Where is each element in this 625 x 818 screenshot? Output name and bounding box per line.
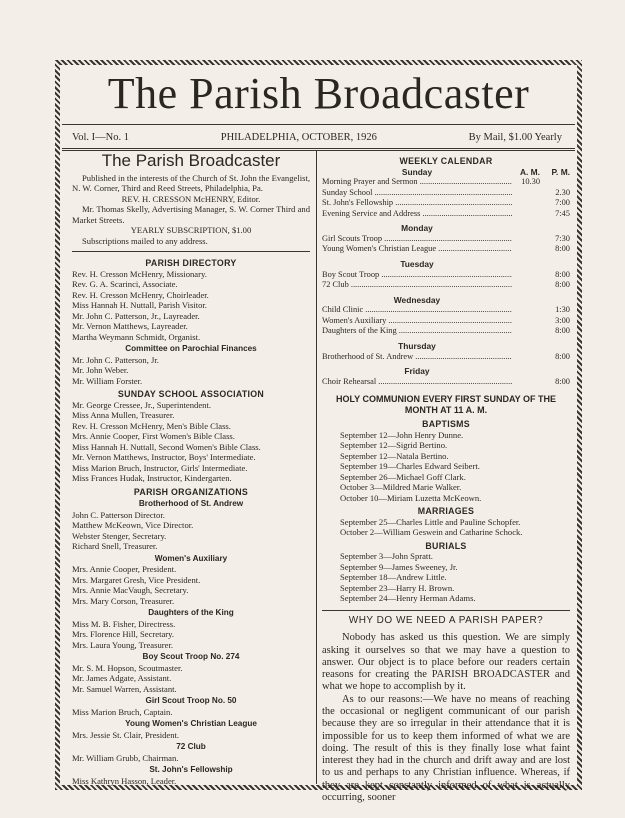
list-item: Rev. H. Cresson McHenry, Missionary. [72,268,207,279]
list-item: Mr. Vernon Matthews, Layreader. [72,321,188,331]
event-pm-time: 3:00 [555,315,570,325]
list-item: Mrs. Laura Young, Treasurer. [72,639,173,650]
calendar-row [322,352,570,363]
pm-header-blank [540,223,570,234]
event-name: Boy Scout Troop ..... [322,270,512,281]
fellowship-list [72,776,310,787]
manager-line: Mr. Thomas Skelly, Advertising Manager, S. W. Corner Third and Market Streets. [72,204,310,225]
left-column [72,150,310,786]
masthead-title: The Parish Broadcaster [107,69,530,118]
list-item: Miss Marion Bruch, Captain. [72,706,173,717]
calendar-row [322,326,570,337]
list-item: Mr. John C. Patterson, Jr., Layreader. [72,310,200,321]
marriages-list [322,517,570,538]
event-pm-time: 1:30 [555,305,570,315]
list-item: Mr. S. M. Hopson, Scoutmaster. [72,662,183,673]
masthead-rule-bottom [62,148,575,149]
list-item: Richard Snell, Treasurer. [72,541,158,551]
list-item: Mr. George Cressee, Jr., Superintendent. [72,399,211,410]
spacer [322,387,570,391]
event-am-time: 10.30 [521,177,540,186]
calendar-day-name: Sunday [401,166,433,177]
list-item: Miss M. B. Fisher, Directress. [72,618,176,629]
event-am-time [512,316,540,327]
event-pm-time: 8:00 [555,376,570,386]
event-am-time [512,234,540,245]
directory-title: PARISH DIRECTORY [145,258,237,268]
event-name: 72 Club ..... [322,280,512,291]
list-item: Mr. Vernon Matthews, Instructor, Boys' Intermediate. [72,452,256,462]
am-header: A. M. [519,166,540,177]
calendar-row [322,377,570,388]
list-item: Martha Weymann Schmidt, Organist. [72,331,201,342]
event-name: Evening Service and Address ..... [322,209,512,220]
editor-line: REV. H. CRESSON McHENRY, Editor. [121,193,261,204]
list-item: Miss Frances Hudak, Instructor, Kindergarten. [72,473,232,483]
event-name: Daughters of the King ..... [322,326,512,337]
pm-header: P. M. [551,166,570,177]
calendar-title: WEEKLY CALENDAR [399,156,493,166]
calendar-row [322,305,570,316]
event-name: Women's Auxiliary ..... [322,316,512,327]
committee-title: Committee on Parochial Finances [125,344,257,353]
am-header-blank [512,295,540,306]
event-pm-time: 7:45 [555,208,570,218]
event-am-time [512,326,540,337]
list-item: Miss Kathryn Hasson, Leader. [72,775,177,786]
am-header-blank [512,259,540,270]
club-list [72,753,310,764]
intro-text: Published in the interests of the Church of St. John the Evangelist, N. W. Corner, Third and Reed Streets, Philadelphia, Pa. [72,172,310,193]
orgs-title: PARISH ORGANIZATIONS [133,486,249,497]
sunday-school-title: SUNDAY SCHOOL ASSOCIATION [117,389,265,399]
calendar-row [322,270,570,281]
calendar-row [322,209,570,220]
pm-header-blank [540,366,570,377]
list-item: October 10—Miriam Luzetta McKeown. [340,492,482,503]
am-header-blank [512,341,540,352]
paragraph-1: Nobody has asked us this question. We are simply asking it ourselves so that we may have a question to answer. Our object is to place before our readers certain reasons for creating the PARISH BROADCASTER and what we hope to accomplish by it. [322,632,570,693]
calendar-row [322,198,570,209]
list-item: October 3—Mildred Marie Walker. [340,482,462,493]
list-item: September 12—Natala Bertino. [340,450,449,461]
event-name: Young Women's Christian League ..... [322,244,512,255]
list-item: September 26—Michael Goff Clark. [340,471,466,482]
why-title: WHY DO WE NEED A PARISH PAPER? [348,614,544,626]
mailed-line: Subscriptions mailed to any address. [82,235,208,246]
ywcl-list [72,730,310,741]
directory-list [72,269,310,343]
marriages-title: MARRIAGES [417,506,475,517]
brotherhood-list [72,510,310,552]
list-item: John C. Patterson Director. [72,509,165,520]
am-header-blank [512,366,540,377]
girl-scout-title: Girl Scout Troop No. 50 [145,696,237,705]
girl-scout-list [72,707,310,718]
communion-notice: HOLY COMMUNION EVERY FIRST SUNDAY OF THE MONTH AT 11 A. M. [335,394,557,416]
calendar-day-name: Monday [401,223,433,234]
event-name: St. John's Fellowship ..... [322,198,512,209]
pm-header-blank [540,295,570,306]
event-name: Morning Prayer and Sermon ..... [322,177,512,188]
boy-scout-title: Boy Scout Troop No. 274 [142,652,240,661]
event-pm-time: 2.30 [555,187,570,197]
list-item: September 12—Sigrid Bertino. [340,440,448,451]
list-item: Miss Hannah H. Nuttall, Parish Visitor. [72,300,207,310]
event-am-time [512,377,540,388]
list-item: Mr. Samuel Warren, Assistant. [72,683,177,694]
calendar-day-header [322,223,570,234]
list-item: September 19—Charles Edward Seibert. [340,461,480,472]
paragraph-2: As to our reasons:—We have no means of reaching the occasional or negligent communicant of our parish because they are so irregular in their attendance that it is impossible for us to keep them informed of what we are doing. The result of this is they finally lose what faint interest they had in the church and drift away and are lost to us and perhaps to any Christian influence. Whereas, if they are kept constantly informed of what is actually occurring, sooner [322,693,570,804]
list-item: Mrs. Florence Hill, Secretary. [72,629,175,639]
event-pm-time [540,177,570,188]
calendar-row [322,234,570,245]
list-item: Mrs. Annie Cooper, First Women's Bible Class. [72,431,235,441]
list-item: Mr. William Grubb, Chairman. [72,752,179,763]
list-item: Mrs. Annie Cooper, President. [72,564,177,574]
event-pm-time: 7:00 [555,198,570,208]
list-item: Mrs. Jessie St. Clair, President. [72,729,180,740]
baptisms-list [322,430,570,504]
list-item: Mr. John Weber. [72,365,129,375]
calendar-row [322,177,570,188]
event-pm-time: 8:00 [555,280,570,290]
event-am-time [512,305,540,316]
subscription-line: YEARLY SUBSCRIPTION, $1.00 [130,225,252,235]
list-item: Rev. H. Cresson McHenry, Choirleader. [72,289,209,300]
calendar-day-name: Tuesday [400,259,434,270]
brotherhood-title: Brotherhood of St. Andrew [138,499,244,508]
calendar-day-header [322,167,570,178]
list-item: Webster Stenger, Secretary. [72,530,167,541]
event-name: Girl Scouts Troop ..... [322,234,512,245]
fellowship-title: St. John's Fellowship [149,765,233,774]
calendar-day-header [322,341,570,352]
volume-number: Vol. I—No. 1 [72,132,129,143]
event-name: Choir Rehearsal ..... [322,377,512,388]
list-item: Rev. H. Cresson McHenry, Men's Bible Class. [72,420,231,431]
calendar-day-name: Thursday [398,341,436,352]
event-pm-time: 8:00 [555,326,570,336]
calendar-day-header [322,295,570,306]
list-item: Mrs. Margaret Gresh, Vice President. [72,574,201,585]
event-pm-time: 8:00 [555,269,570,279]
event-am-time [512,270,540,281]
calendar-row [322,316,570,327]
price: By Mail, $1.00 Yearly [468,132,562,143]
sunday-school-list [72,400,310,484]
masthead-info-row [72,132,562,143]
list-item: Mrs. Mary Corson, Treasurer. [72,595,175,606]
list-item: Miss Anna Mullen, Treasurer. [72,410,175,420]
masthead-rule-top [62,124,575,125]
committee-list [72,355,310,387]
burials-list [322,551,570,604]
list-item: Miss Hannah H. Nuttall, Second Women's Bible Class. [72,441,261,452]
list-item: Matthew McKeown, Vice Director. [72,520,194,530]
event-pm-time: 7:30 [555,233,570,243]
club-title: 72 Club [176,742,206,751]
event-am-time [512,280,540,291]
calendar-day-header [322,259,570,270]
event-am-time [512,352,540,363]
list-item: Rev. G. A. Scarinci, Associate. [72,279,178,289]
list-item: Mrs. Annie MacVaugh, Secretary. [72,585,189,595]
calendar-row [322,188,570,199]
list-item: September 12—John Henry Dunne. [340,429,464,440]
list-item: Mr. John C. Patterson, Jr. [72,354,159,365]
pm-header-blank [540,259,570,270]
event-name: Child Clinic ..... [322,305,512,316]
baptisms-title: BAPTISMS [422,419,470,430]
calendar-day-name: Wednesday [393,294,441,305]
weekly-calendar [322,167,570,392]
left-heading: The Parish Broadcaster [101,151,281,170]
list-item: Miss Marion Bruch, Instructor, Girls' Intermediate. [72,462,248,473]
womens-aux-list [72,564,310,606]
womens-aux-title: Women's Auxiliary [154,553,228,563]
daughters-list [72,619,310,651]
place-date: PHILADELPHIA, OCTOBER, 1926 [220,132,377,143]
burials-title: BURIALS [425,540,467,551]
divider [72,251,310,252]
pm-header-blank [540,341,570,352]
list-item: October 2—William Geswein and Catharine Schock. [340,527,523,538]
event-pm-time: 8:00 [555,244,570,254]
list-item: September 25—Charles Little and Pauline Schopfer. [340,516,521,527]
event-am-time [512,188,540,199]
calendar-row [322,244,570,255]
calendar-row [322,280,570,291]
calendar-day-name: Friday [404,366,430,377]
list-item: September 24—Henry Herman Adams. [340,593,476,604]
column-divider [316,150,317,784]
list-item: September 18—Andrew Little. [340,572,447,583]
event-am-time [512,244,540,255]
event-name: Sunday School ..... [322,188,512,199]
list-item: September 23—Harry H. Brown. [340,582,455,593]
daughters-title: Daughters of the King [148,608,234,617]
boy-scout-list [72,663,310,695]
am-header-blank [512,223,540,234]
list-item: September 3—John Spratt. [340,551,433,562]
list-item: September 9—James Sweeney, Jr. [340,561,458,572]
event-am-time [512,198,540,209]
right-column [322,150,570,804]
ywcl-title: Young Women's Christian League [125,719,257,728]
calendar-day-header [322,366,570,377]
divider [322,610,570,611]
event-name: Brotherhood of St. Andrew ..... [322,352,512,363]
event-pm-time: 8:00 [555,351,570,361]
list-item: Mr. William Forster. [72,375,143,386]
list-item: Mr. James Adgate, Assistant. [72,673,172,683]
event-am-time [512,209,540,220]
